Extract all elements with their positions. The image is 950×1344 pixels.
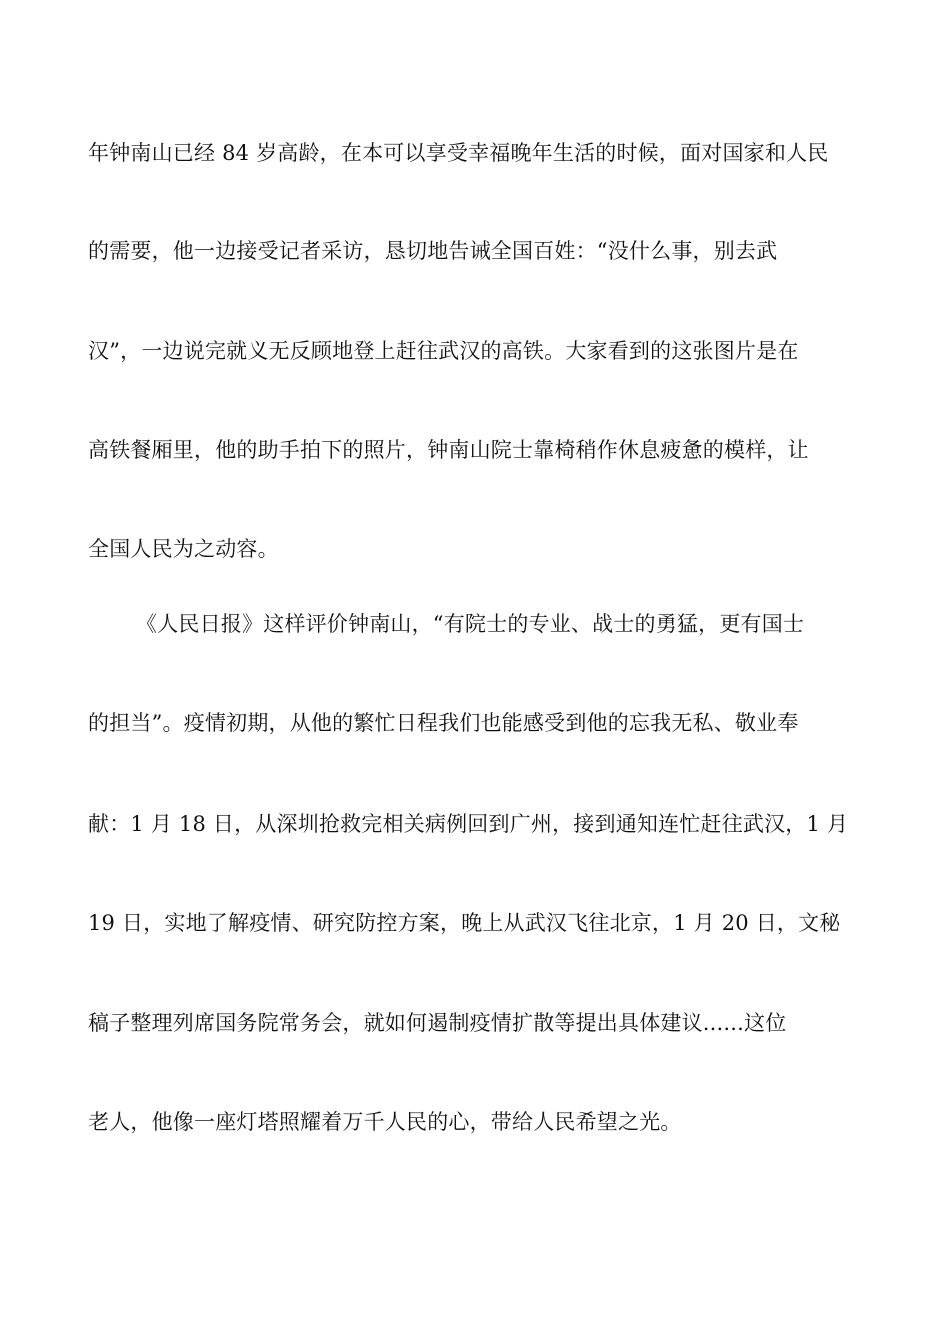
text-line: 19 日，实地了解疫情、研究防控方案，晚上从武汉飞往北京，1 月 20 日，文秘 [88, 911, 841, 935]
text-line: 全国人民为之动容。 [88, 537, 279, 561]
text-line: 的需要，他一边接受记者采访，恳切地告诫全国百姓：“没什么事，别去武 [88, 239, 778, 263]
text-line: 汉”，一边说完就义无反顾地登上赶往武汉的高铁。大家看到的这张图片是在 [88, 339, 799, 363]
text-line: 年钟南山已经 84 岁高龄，在本可以享受幸福晚年生活的时候，面对国家和人民 [88, 141, 829, 165]
text-line: 稿子整理列席国务院常务会，就如何遏制疫情扩散等提出具体建议......这位 [88, 1011, 787, 1035]
text-line: 高铁餐厢里，他的助手拍下的照片，钟南山院士靠椅稍作休息疲惫的模样，让 [88, 438, 809, 462]
text-line: 的担当”。疫情初期，从他的繁忙日程我们也能感受到他的忘我无私、敬业奉 [88, 711, 799, 735]
text-line: 老人，他像一座灯塔照耀着万千人民的心，带给人民希望之光。 [88, 1110, 682, 1134]
text-line: 献：1 月 18 日，从深圳抢救完相关病例回到广州，接到通知连忙赶往武汉，1 月 [88, 812, 849, 836]
text-line: 《人民日报》这样评价钟南山，“有院士的专业、战士的勇猛，更有国士 [136, 612, 805, 636]
